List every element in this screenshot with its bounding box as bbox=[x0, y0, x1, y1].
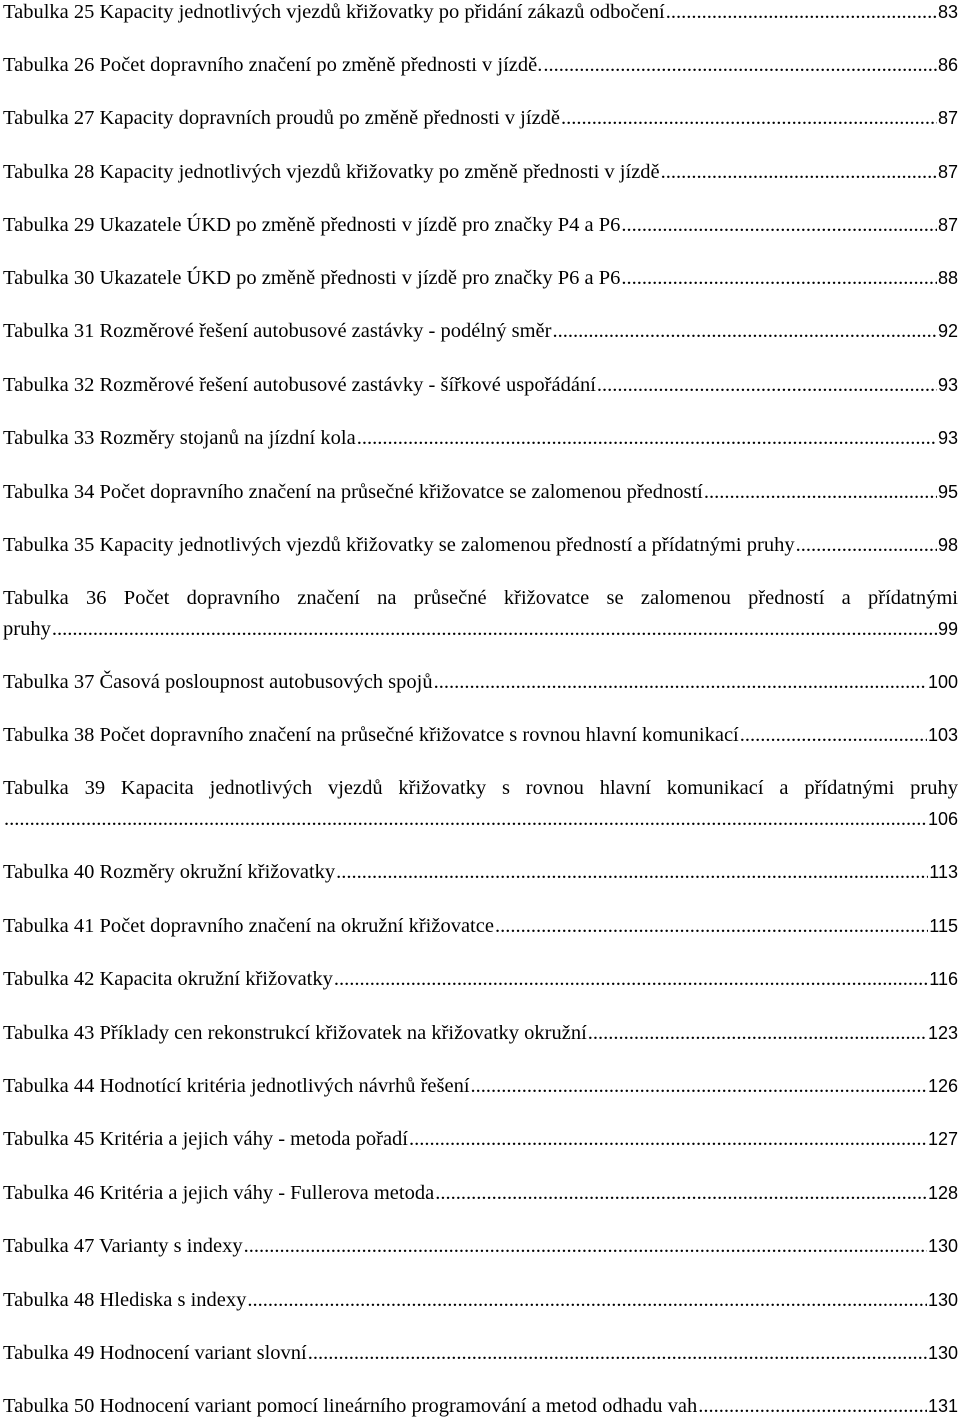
toc-entry-label: Tabulka 31 Rozměrové řešení autobusové zastávky - podélný směr bbox=[3, 320, 552, 342]
toc-entry[interactable] bbox=[3, 370, 958, 401]
toc-leader-dots bbox=[796, 530, 937, 561]
toc-entry-page: 83 bbox=[937, 2, 958, 22]
toc-entry[interactable] bbox=[3, 1391, 958, 1422]
toc-entry-page: 123 bbox=[927, 1023, 958, 1043]
toc-leader-dots bbox=[435, 1178, 927, 1209]
toc-entry[interactable] bbox=[3, 1071, 958, 1102]
toc-leader-dots bbox=[666, 0, 937, 28]
toc-entry-continuation bbox=[3, 804, 958, 835]
toc-entry-label: Tabulka 44 Hodnotící kritéria jednotlivých návrhů řešení bbox=[3, 1075, 470, 1097]
toc-leader-dots bbox=[409, 1124, 927, 1155]
toc-entry-label: Tabulka 35 Kapacity jednotlivých vjezdů křižovatky se zalomenou předností a přídatnými pruhy bbox=[3, 534, 795, 556]
toc-entry-page: 128 bbox=[927, 1183, 958, 1203]
toc-entry-page: 130 bbox=[927, 1236, 958, 1256]
toc-entry-label: Tabulka 25 Kapacity jednotlivých vjezdů křižovatky po přidání zákazů odbočení bbox=[3, 1, 665, 23]
toc-entry-label: Tabulka 37 Časová posloupnost autobusových spojů bbox=[3, 671, 433, 693]
toc-entry-label: Tabulka 41 Počet dopravního značení na okružní křižovatce bbox=[3, 915, 494, 937]
toc-entry[interactable] bbox=[3, 0, 958, 28]
toc-leader-dots bbox=[334, 964, 928, 995]
toc-entry-page: 86 bbox=[937, 55, 958, 75]
toc-entry-label-continued: pruhy bbox=[3, 618, 51, 640]
toc-entry-label: Tabulka 50 Hodnocení variant pomocí lineárního programování a metod odhadu vah bbox=[3, 1395, 698, 1417]
toc-entry-label: Tabulka 47 Varianty s indexy bbox=[3, 1235, 243, 1257]
toc-entry-page: 127 bbox=[927, 1129, 958, 1149]
toc-entry[interactable] bbox=[3, 1178, 958, 1209]
toc-leader-dots bbox=[434, 667, 927, 698]
toc-leader-dots bbox=[495, 911, 928, 942]
toc-entry-label: Tabulka 43 Příklady cen rekonstrukcí křižovatek na křižovatky okružní bbox=[3, 1022, 587, 1044]
toc-leader-dots bbox=[561, 103, 937, 134]
toc-entry-label: Tabulka 38 Počet dopravního značení na průsečné křižovatce s rovnou hlavní komunikací bbox=[3, 724, 739, 746]
toc-entry[interactable] bbox=[3, 773, 958, 835]
toc-entry[interactable] bbox=[3, 583, 958, 645]
toc-entry-label: Tabulka 28 Kapacity jednotlivých vjezdů křižovatky po změně přednosti v jízdě bbox=[3, 161, 660, 183]
toc-entry-page: 115 bbox=[929, 916, 958, 936]
toc-entry[interactable] bbox=[3, 157, 958, 188]
toc-entry-label: Tabulka 32 Rozměrové řešení autobusové zastávky - šířkové uspořádání bbox=[3, 374, 596, 396]
toc-leader-dots bbox=[661, 157, 937, 188]
toc-leader-dots bbox=[621, 263, 937, 294]
toc-entry[interactable] bbox=[3, 423, 958, 454]
toc-entry-page: 87 bbox=[937, 162, 958, 182]
toc-entry-continuation bbox=[3, 614, 958, 645]
toc-leader-dots bbox=[336, 857, 928, 888]
toc-entry[interactable] bbox=[3, 1018, 958, 1049]
toc-entry-page: 99 bbox=[937, 619, 958, 639]
toc-entry-label: Tabulka 36 Počet dopravního značení na průsečné křižovatce se zalomenou předností a přídatnými bbox=[3, 587, 958, 609]
toc-entry-page: 87 bbox=[937, 215, 958, 235]
toc-entry-page: 106 bbox=[927, 809, 958, 829]
toc-leader-dots bbox=[4, 804, 927, 835]
toc-entry-page: 116 bbox=[929, 969, 958, 989]
toc-entry-label: Tabulka 45 Kritéria a jejich váhy - metoda pořadí bbox=[3, 1128, 408, 1150]
toc-entry[interactable] bbox=[3, 964, 958, 995]
toc-entry-label: Tabulka 40 Rozměry okružní křižovatky bbox=[3, 861, 336, 883]
toc-leader-dots bbox=[244, 1231, 927, 1262]
toc-leader-dots bbox=[52, 614, 937, 645]
toc-leader-dots bbox=[543, 50, 937, 81]
toc-entry[interactable] bbox=[3, 1231, 958, 1262]
toc-entry[interactable] bbox=[3, 210, 958, 241]
toc-entry-page: 130 bbox=[927, 1290, 958, 1310]
toc-entry[interactable] bbox=[3, 263, 958, 294]
toc-entry-page: 93 bbox=[937, 428, 958, 448]
toc-entry-page: 131 bbox=[927, 1396, 958, 1416]
toc-entry-page: 95 bbox=[937, 482, 958, 502]
toc-entry-label: Tabulka 29 Ukazatele ÚKD po změně přednosti v jízdě pro značky P4 a P6 bbox=[3, 214, 621, 236]
toc-entry[interactable] bbox=[3, 1285, 958, 1316]
toc-entry-label: Tabulka 49 Hodnocení variant slovní bbox=[3, 1342, 307, 1364]
toc-entry-label: Tabulka 27 Kapacity dopravních proudů po změně přednosti v jízdě bbox=[3, 107, 561, 129]
toc-entry[interactable] bbox=[3, 50, 958, 81]
toc-leader-dots bbox=[621, 210, 937, 241]
toc-entry-label: Tabulka 30 Ukazatele ÚKD po změně přednosti v jízdě pro značky P6 a P6 bbox=[3, 267, 621, 289]
toc-entry-label: Tabulka 46 Kritéria a jejich váhy - Fullerova metoda bbox=[3, 1182, 435, 1204]
toc-entry[interactable] bbox=[3, 911, 958, 942]
toc-entry-page: 126 bbox=[927, 1076, 958, 1096]
toc-entry-page: 87 bbox=[937, 108, 958, 128]
toc-leader-dots bbox=[704, 477, 937, 508]
toc-entry-label: Tabulka 48 Hlediska s indexy bbox=[3, 1289, 247, 1311]
toc-entry[interactable] bbox=[3, 667, 958, 698]
toc-entry-label: Tabulka 42 Kapacita okružní křižovatky bbox=[3, 968, 333, 990]
toc-entry[interactable] bbox=[3, 1124, 958, 1155]
toc-entry-label: Tabulka 26 Počet dopravního značení po změně přednosti v jízdě. bbox=[3, 54, 543, 76]
toc-leader-dots bbox=[308, 1338, 927, 1369]
toc-entry[interactable] bbox=[3, 530, 958, 561]
toc-entry[interactable] bbox=[3, 1338, 958, 1369]
toc-entry-page: 113 bbox=[929, 862, 958, 882]
toc-leader-dots bbox=[740, 720, 927, 751]
toc-entry-label: Tabulka 33 Rozměry stojanů na jízdní kola bbox=[3, 427, 356, 449]
toc-entry[interactable] bbox=[3, 316, 958, 347]
toc-entry-page: 88 bbox=[937, 268, 958, 288]
toc-entry[interactable] bbox=[3, 477, 958, 508]
toc-entry[interactable] bbox=[3, 857, 958, 888]
toc-entry[interactable] bbox=[3, 720, 958, 751]
toc-entry[interactable] bbox=[3, 103, 958, 134]
toc-entry-label: Tabulka 34 Počet dopravního značení na průsečné křižovatce se zalomenou předností bbox=[3, 481, 703, 503]
toc-leader-dots bbox=[597, 370, 937, 401]
toc-entry-page: 103 bbox=[927, 725, 958, 745]
toc-leader-dots bbox=[471, 1071, 927, 1102]
toc-entry-page: 130 bbox=[927, 1343, 958, 1363]
toc-leader-dots bbox=[698, 1391, 927, 1422]
toc-entry-page: 100 bbox=[927, 672, 958, 692]
toc-leader-dots bbox=[247, 1285, 927, 1316]
toc-entry-page: 93 bbox=[937, 375, 958, 395]
toc-entry-label: Tabulka 39 Kapacita jednotlivých vjezdů křižovatky s rovnou hlavní komunikací a přídatnými pruhy bbox=[3, 777, 958, 799]
toc-leader-dots bbox=[357, 423, 937, 454]
toc-leader-dots bbox=[588, 1018, 927, 1049]
toc-leader-dots bbox=[553, 316, 937, 347]
toc-entry-page: 92 bbox=[937, 321, 958, 341]
toc-entry-page: 98 bbox=[937, 535, 958, 555]
